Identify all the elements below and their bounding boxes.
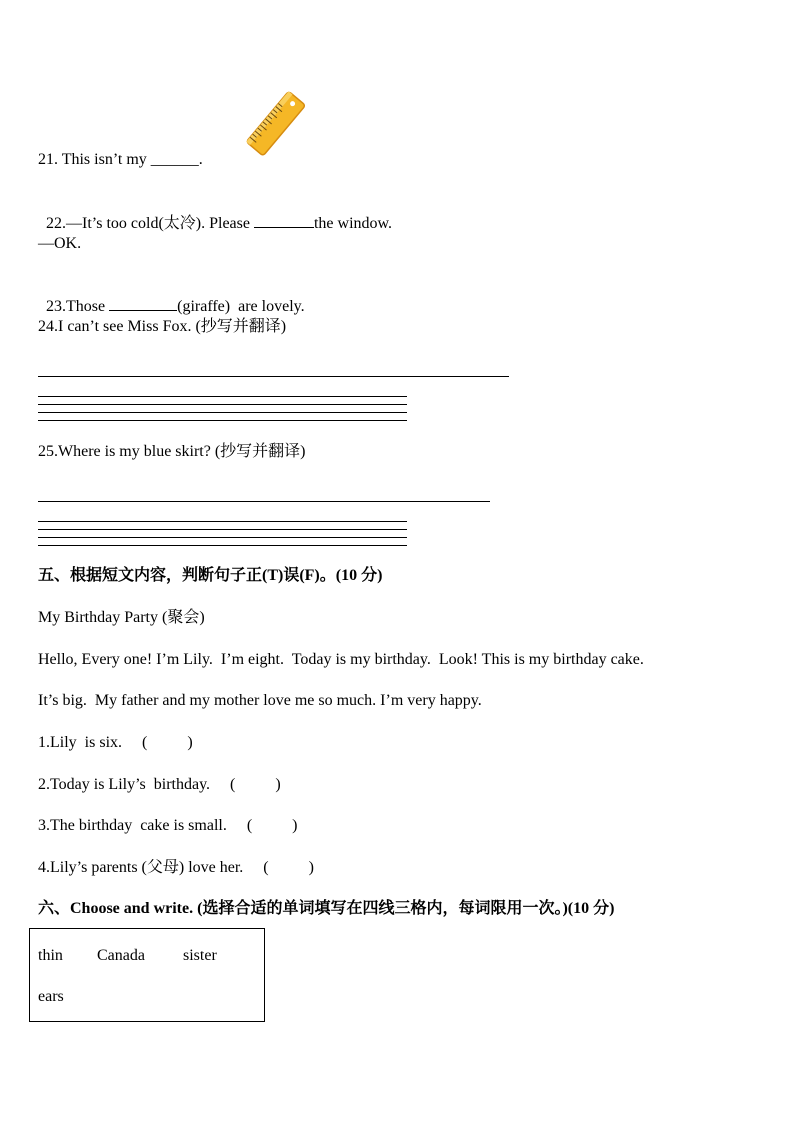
section-5-heading: 五、根据短文内容，判断句子正(T)误(F)。(10 分) (38, 567, 383, 584)
four-line-grid-line (38, 420, 407, 421)
four-line-grid-line (38, 537, 407, 538)
question-25: 25.Where is my blue skirt? (抄写并翻译) (38, 443, 306, 460)
question-21: 21. This isn’t my ______. (38, 151, 203, 168)
answer-blank[interactable] (254, 212, 314, 228)
true-false-statement[interactable]: 1.Lily is six. ( ) (38, 734, 193, 751)
four-line-grid-line (38, 529, 407, 530)
four-line-grid-line (38, 404, 407, 405)
copy-line[interactable] (38, 376, 509, 377)
copy-line[interactable] (38, 501, 490, 502)
word-bank (29, 928, 265, 1022)
four-line-grid-line (38, 412, 407, 413)
question-22-prefix: 22.—It’s too cold(太冷). Please (46, 215, 254, 232)
answer-blank[interactable] (109, 295, 177, 311)
true-false-statement[interactable]: 3.The birthday cake is small. ( ) (38, 817, 298, 834)
word-bank-item: thin (38, 947, 63, 964)
question-22 (38, 192, 392, 234)
four-line-grid-line (38, 521, 407, 522)
word-bank-item: ears (38, 988, 64, 1005)
true-false-statement[interactable]: 4.Lily’s parents (父母) love her. ( ) (38, 859, 314, 876)
ruler-icon (240, 84, 312, 166)
question-24: 24.I can’t see Miss Fox. (抄写并翻译) (38, 318, 287, 335)
question-23 (38, 275, 305, 317)
word-bank-item: sister (183, 947, 217, 964)
question-23-prefix: 23.Those (46, 298, 110, 315)
passage-line: Hello, Every one! I’m Lily. I’m eight. Today is my birthday. Look! This is my birthday cake. (38, 651, 644, 668)
four-line-grid-line (38, 545, 407, 546)
true-false-statement[interactable]: 2.Today is Lily’s birthday. ( ) (38, 776, 281, 793)
passage-line: It’s big. My father and my mother love me so much. I’m very happy. (38, 692, 482, 709)
question-22-reply: —OK. (38, 235, 82, 252)
word-bank-item: Canada (97, 947, 145, 964)
section-6-heading: 六、Choose and write. (选择合适的单词填写在四线三格内，每词限用一次。)(10 分) (38, 900, 615, 917)
question-22-suffix: the window. (313, 215, 393, 232)
question-23-suffix: (giraffe) are lovely. (177, 298, 305, 315)
four-line-grid-line (38, 396, 407, 397)
passage-title: My Birthday Party (聚会) (38, 609, 205, 626)
